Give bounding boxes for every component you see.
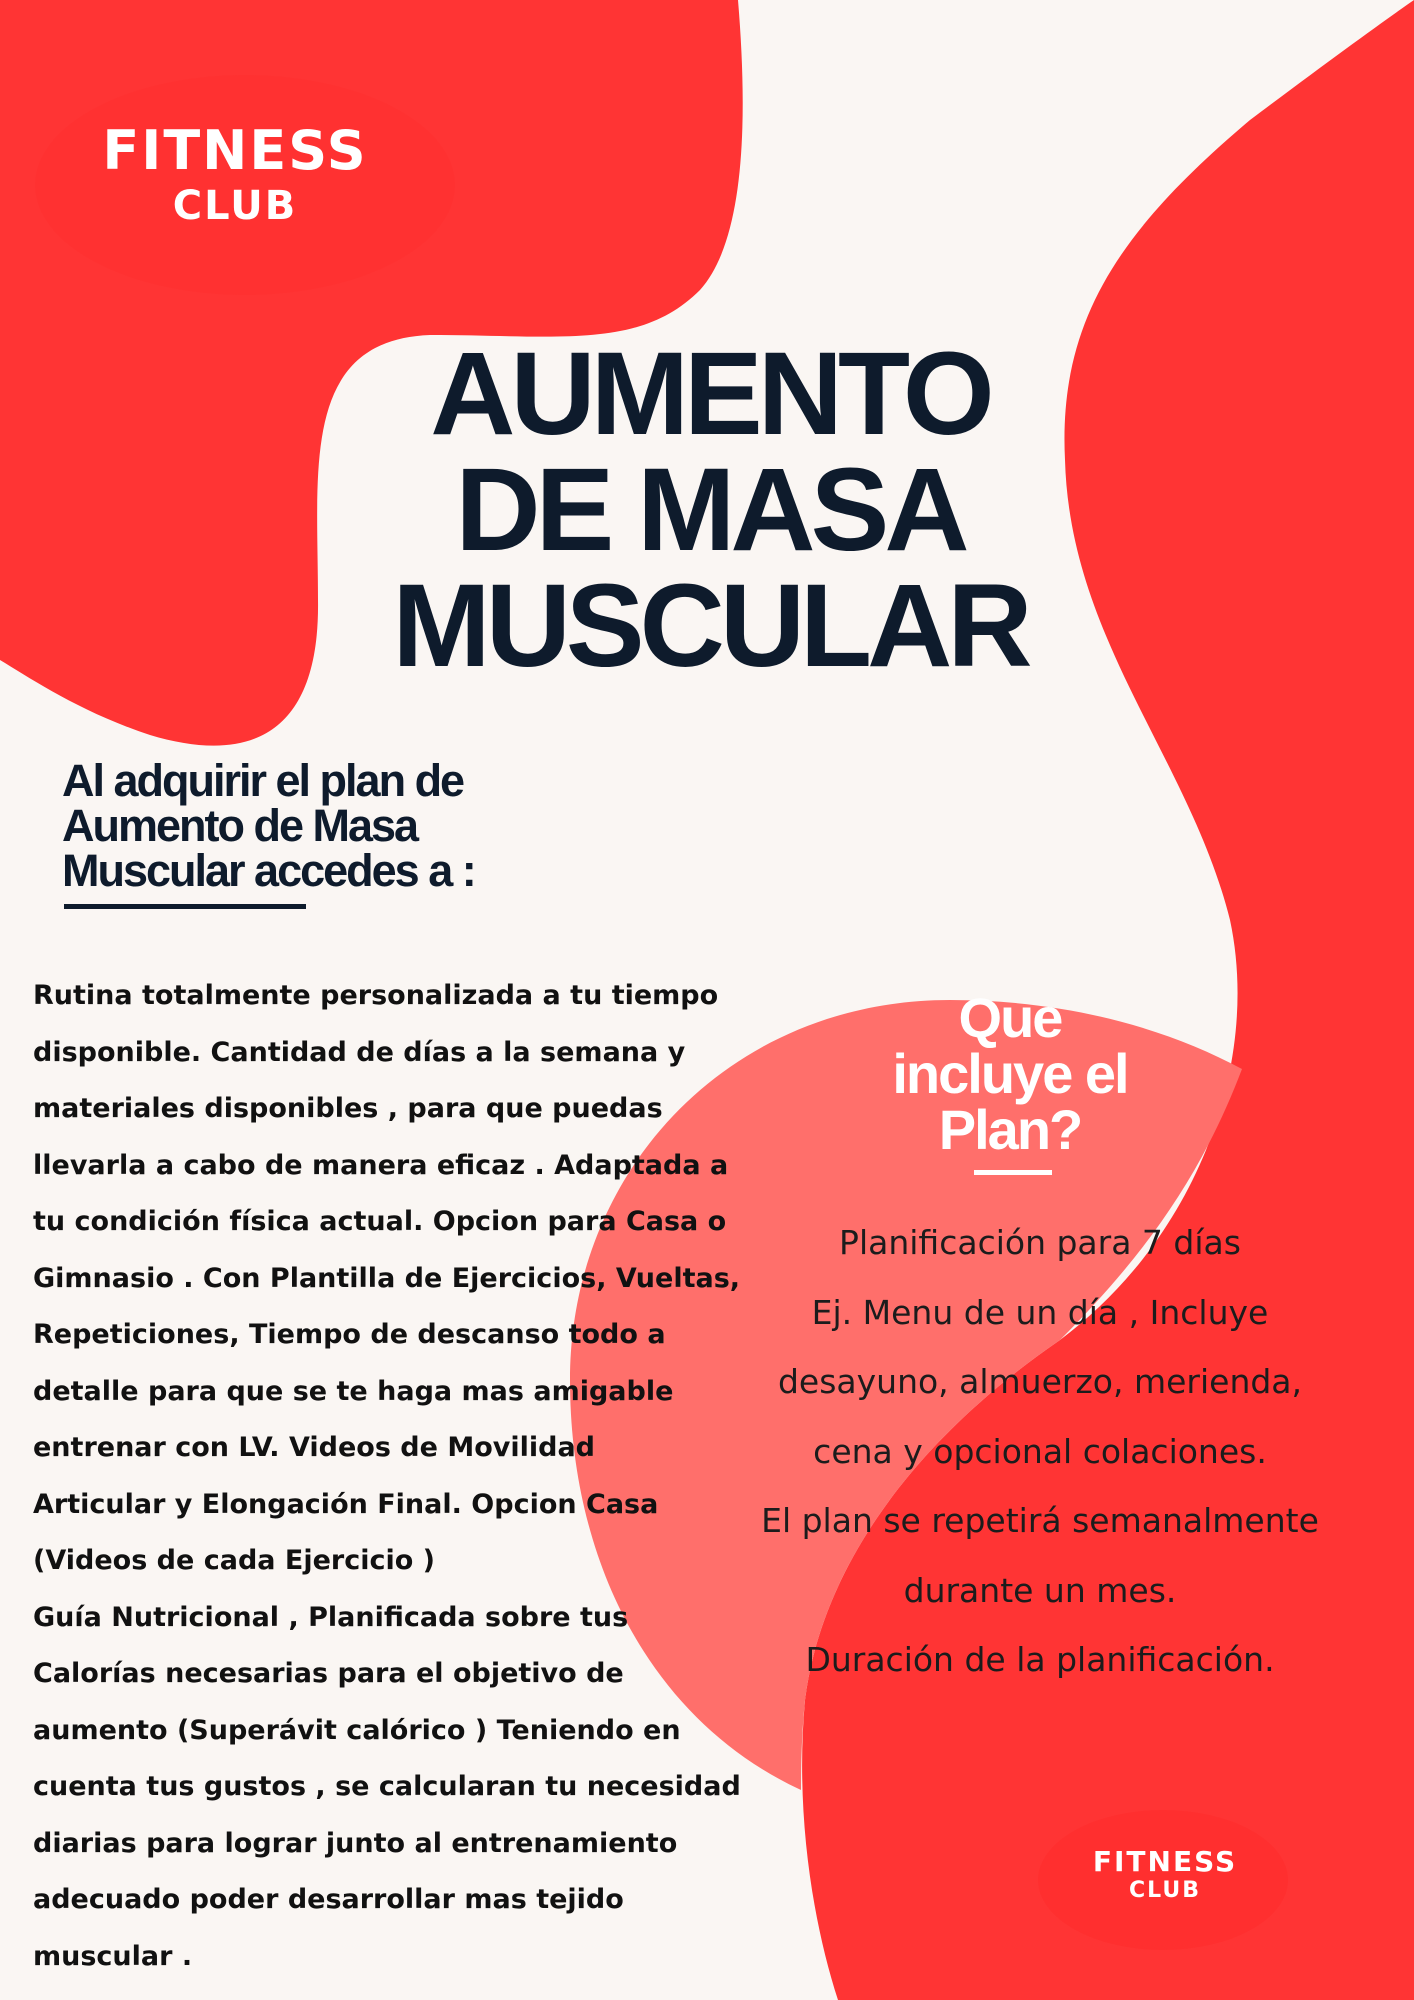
main-title-line-2: DE MASA bbox=[455, 444, 965, 576]
description-line: cuenta tus gustos , se calcularan tu necesidad bbox=[33, 1771, 741, 1802]
logo-text-fitness: FITNESS bbox=[1092, 1845, 1238, 1878]
description-line: Gimnasio . Con Plantilla de Ejercicios, Vueltas, bbox=[33, 1262, 741, 1294]
description-line: adecuado poder desarrollar mas tejido bbox=[33, 1884, 624, 1915]
plan-line: durante un mes. bbox=[903, 1570, 1177, 1610]
plan-line: El plan se repetirá semanalmente bbox=[761, 1501, 1319, 1540]
access-heading-line-2: Aumento de Masa bbox=[62, 800, 418, 851]
plan-includes-list bbox=[740, 1208, 1340, 1695]
plan-line: Ej. Menu de un día , Incluye bbox=[811, 1292, 1269, 1332]
plan-line: Planificación para 7 días bbox=[839, 1223, 1241, 1262]
plan-line: desayuno, almuerzo, merienda, bbox=[777, 1362, 1303, 1401]
description-line: muscular . bbox=[33, 1940, 193, 1972]
access-heading bbox=[62, 755, 582, 896]
logo-text-club: CLUB bbox=[1128, 1878, 1201, 1903]
fitness-club-logo-top bbox=[50, 120, 420, 230]
plan-line: Duración de la planificación. bbox=[805, 1640, 1275, 1679]
description-line: Calorías necesarias para el objetivo de bbox=[33, 1658, 624, 1689]
description-line: Guía Nutricional , Planificada sobre tus bbox=[33, 1601, 629, 1633]
main-title-line-3: MUSCULAR bbox=[392, 560, 1028, 692]
logo-text-fitness: FITNESS bbox=[102, 119, 368, 182]
plan-heading-underline bbox=[974, 1170, 1052, 1175]
description-line: Articular y Elongación Final. Opcion Casa bbox=[33, 1488, 659, 1520]
fitness-club-logo-bottom bbox=[1055, 1846, 1275, 1904]
plan-heading-line-1: Que bbox=[958, 986, 1062, 1049]
description-line: aumento (Superávit calórico ) Teniendo en bbox=[33, 1714, 681, 1746]
plan-line: cena y opcional colaciones. bbox=[813, 1431, 1267, 1471]
plan-heading-line-3: Plan? bbox=[938, 1098, 1082, 1161]
main-title bbox=[300, 328, 1120, 692]
main-title-line-1: AUMENTO bbox=[430, 328, 990, 460]
plan-includes-heading bbox=[850, 986, 1170, 1161]
plan-description bbox=[33, 968, 741, 1985]
description-line: (Videos de cada Ejercicio ) bbox=[33, 1545, 436, 1576]
description-line: materiales disponibles , para que puedas bbox=[33, 1093, 663, 1124]
heading-underline bbox=[64, 904, 306, 909]
description-line: llevarla a cabo de manera eficaz . Adaptada a bbox=[33, 1149, 729, 1181]
description-line: tu condición física actual. Opcion para Casa o bbox=[33, 1206, 727, 1237]
description-line: detalle para que se te haga mas amigable bbox=[33, 1375, 674, 1407]
description-line: diarias para lograr junto al entrenamiento bbox=[33, 1827, 678, 1859]
description-line: entrenar con LV. Videos de Movilidad bbox=[33, 1432, 595, 1463]
description-line: disponible. Cantidad de días a la semana y bbox=[33, 1036, 686, 1068]
description-line: Rutina totalmente personalizada a tu tiempo bbox=[33, 980, 719, 1011]
plan-heading-line-2: incluye el bbox=[892, 1042, 1128, 1105]
logo-text-club: CLUB bbox=[172, 183, 298, 229]
access-heading-line-1: Al adquirir el plan de bbox=[62, 755, 464, 806]
description-line: Repeticiones, Tiempo de descanso todo a bbox=[33, 1319, 666, 1350]
access-heading-line-3: Muscular accedes a : bbox=[62, 845, 475, 896]
